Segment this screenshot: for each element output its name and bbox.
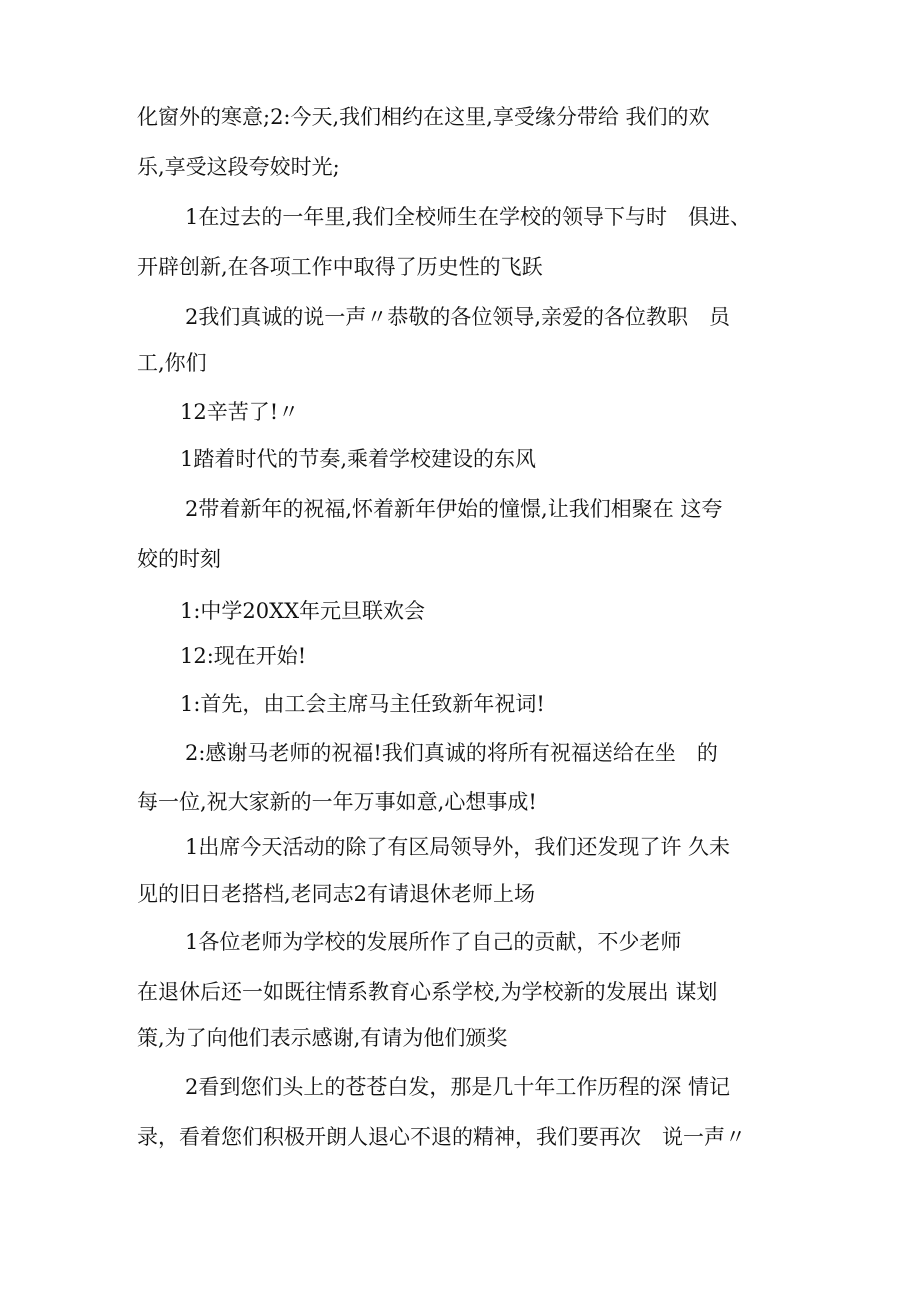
text-line: 2看到您们头上的苍苍白发，那是几十年工作历程的深 情记	[185, 1075, 731, 1099]
text-line: 1踏着时代的节奏,乘着学校建设的东风	[180, 447, 537, 471]
text-line: 策,为了向他们表示感谢,有请为他们颁奖	[137, 1026, 508, 1050]
text-line: 化窗外的寒意;2:今天,我们相约在这里,享受缘分带给 我们的欢	[137, 105, 710, 129]
text-line: 1在过去的一年里,我们全校师生在学校的领导下与时 俱进、	[185, 205, 752, 229]
text-line: 12:现在开始!	[180, 644, 307, 668]
text-line: 乐,享受这段夸姣时光;	[137, 155, 340, 179]
text-line: 2:感谢马老师的祝福!我们真诚的将所有祝福送给在坐 的	[185, 741, 718, 765]
text-line: 工,你们	[137, 351, 207, 375]
text-line: 在退休后还一如既往情系教育心系学校,为学校新的发展出 谋划	[137, 980, 718, 1004]
text-line: 2带着新年的祝福,怀着新年伊始的憧憬,让我们相聚在 这夸	[185, 497, 723, 521]
text-line: 1各位老师为学校的发展所作了自己的贡献，不少老师	[185, 930, 682, 954]
text-line: 2我们真诚的说一声〃恭敬的各位领导,亲爱的各位教职 员	[185, 305, 731, 329]
text-line: 1:首先，由工会主席马主任致新年祝词!	[180, 692, 545, 716]
text-line: 录，看着您们积极开朗人退心不退的精神，我们要再次 说一声〃	[137, 1125, 746, 1149]
text-line: 开辟创新,在各项工作中取得了历史性的飞跃	[137, 255, 543, 279]
text-line: 1:中学20XX年元旦联欢会	[180, 599, 426, 623]
text-line: 姣的时刻	[137, 547, 221, 571]
text-line: 1出席今天活动的除了有区局领导外，我们还发现了许 久未	[185, 835, 731, 859]
text-line: 12辛苦了!〃	[180, 400, 300, 424]
text-line: 每一位,祝大家新的一年万事如意,心想事成!	[137, 790, 537, 814]
text-line: 见的旧日老搭档,老同志2有请退休老师上场	[137, 882, 536, 906]
